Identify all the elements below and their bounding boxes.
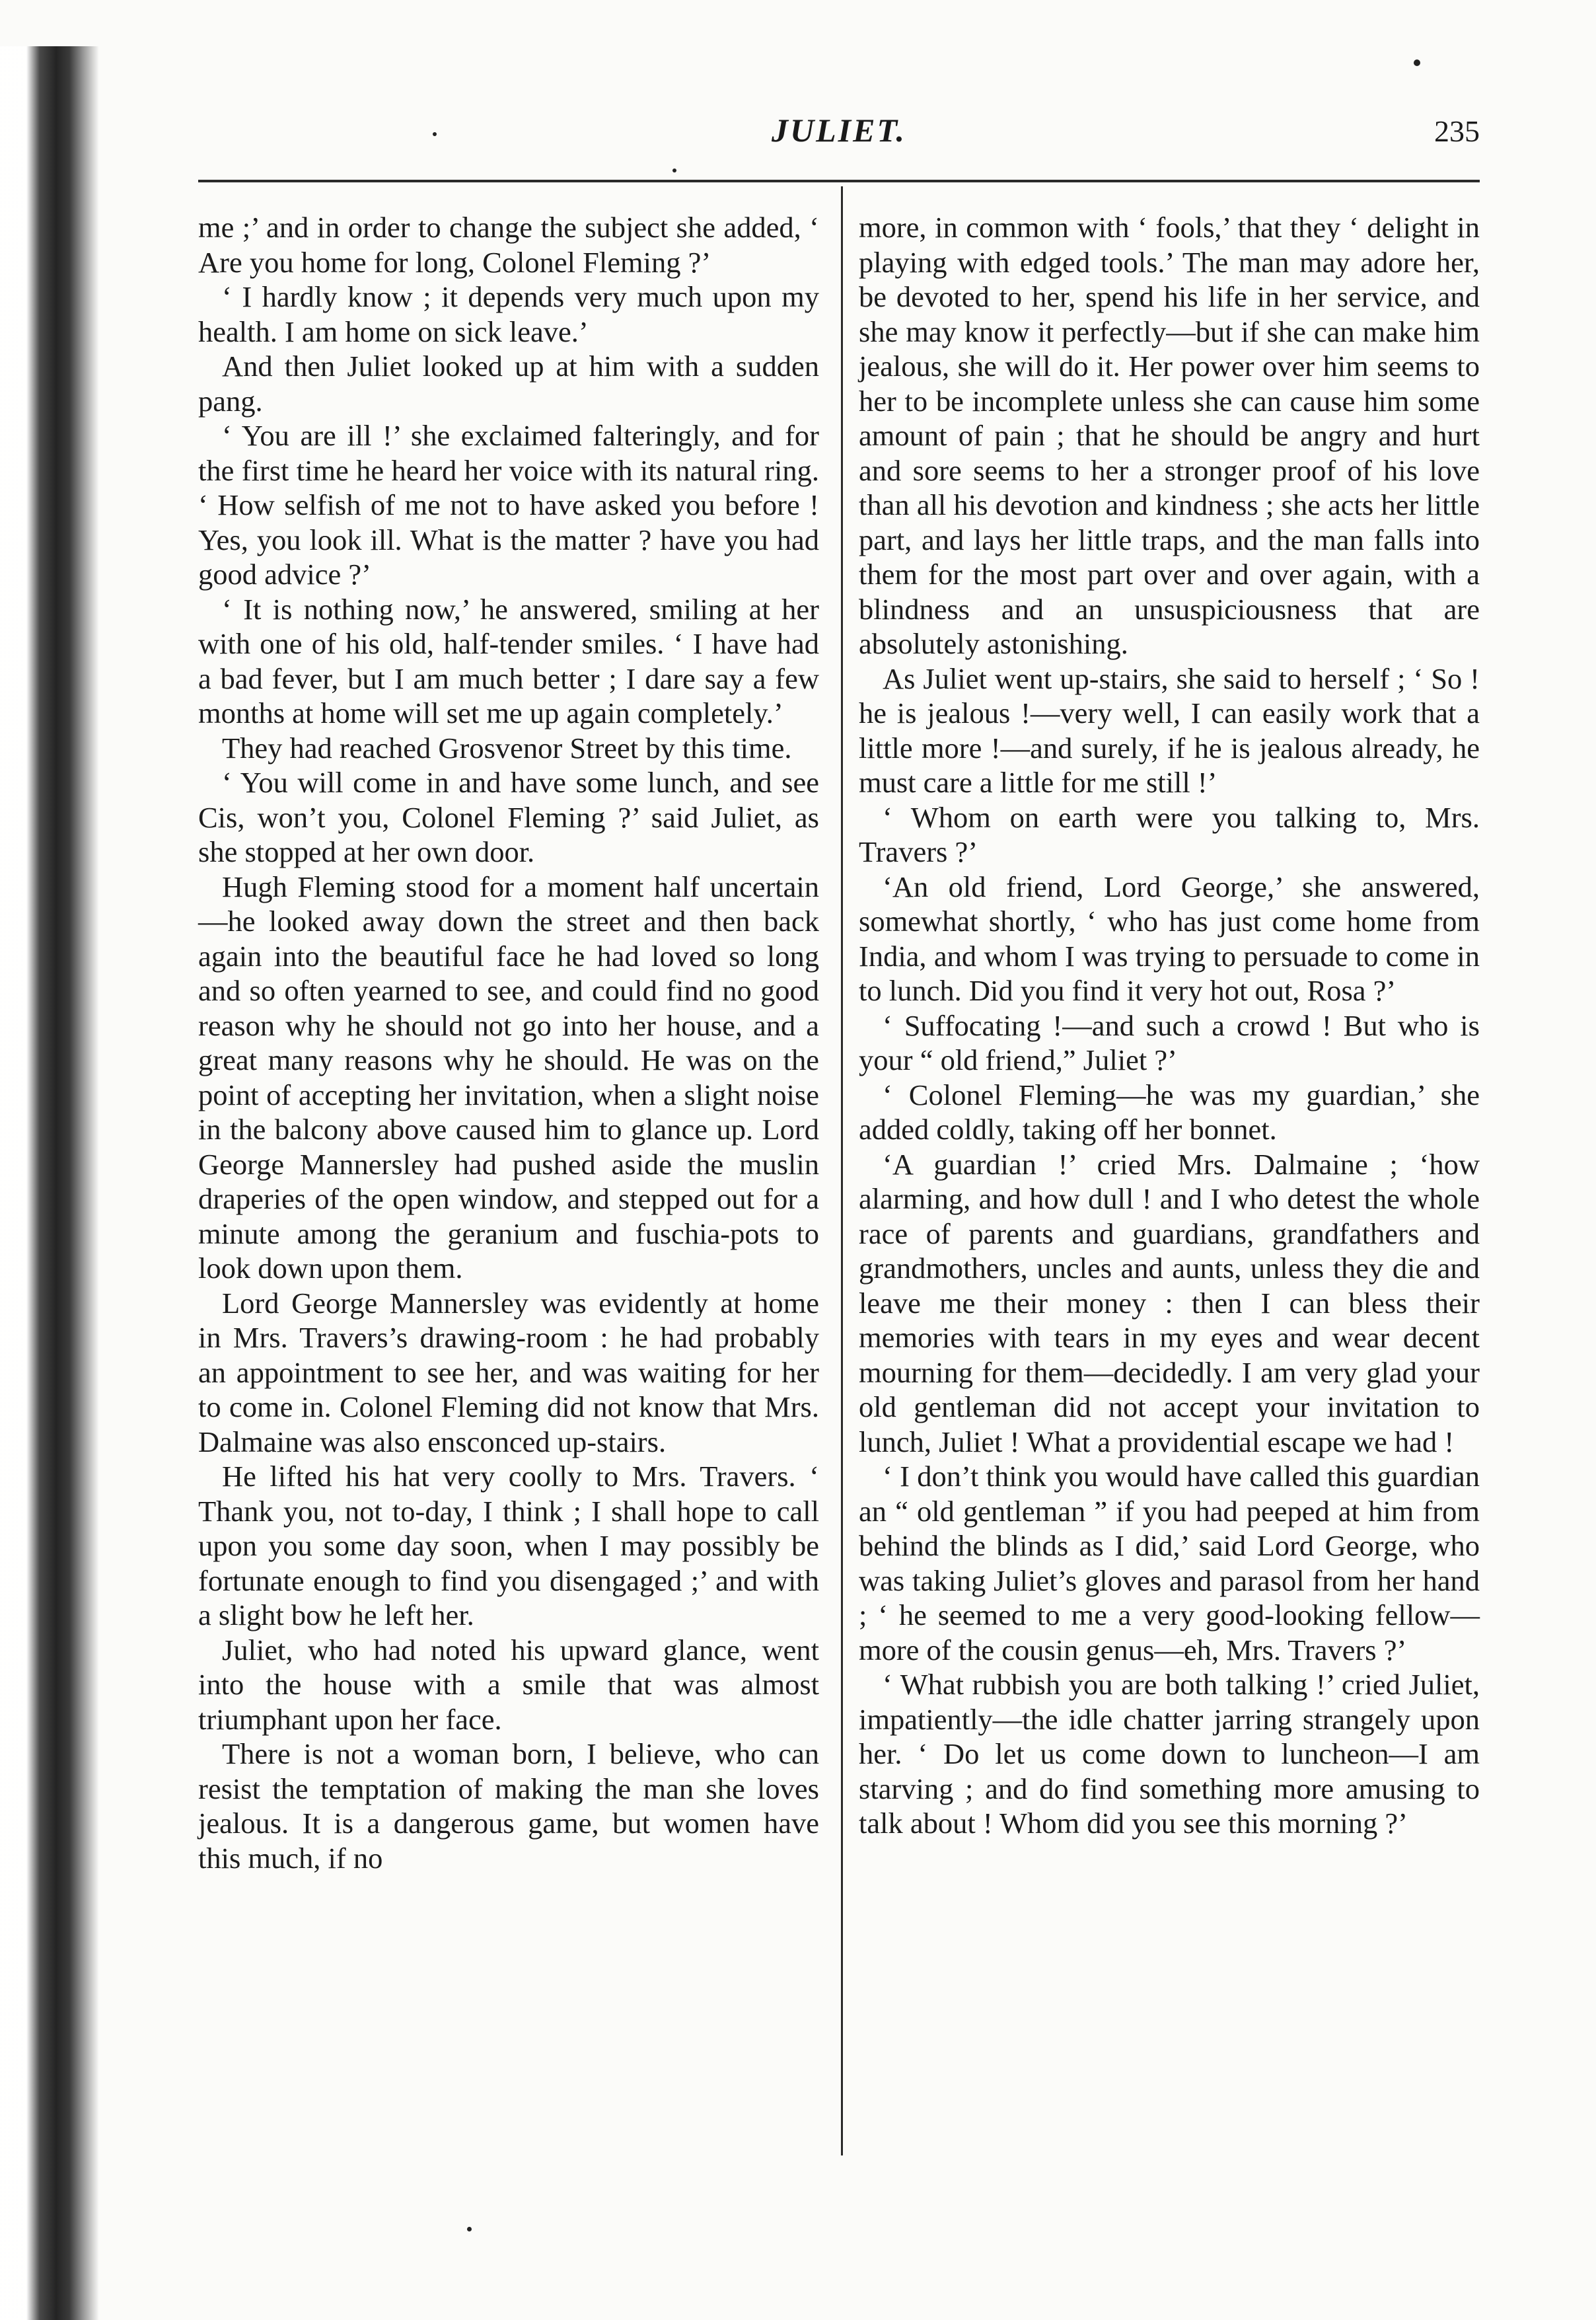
paragraph: He lifted his hat very coolly to Mrs. Travers. ‘ Thank you, not to-day, I think ; I shall hope to call upon you some day soon, when I may possibly be fortunate enough to find you disengaged ;’ and with a slight bow he left her.: [198, 1460, 819, 1631]
paragraph: ‘ I hardly know ; it depends very much upon my health. I am home on sick leave.’: [198, 280, 819, 348]
paragraph: ‘ I don’t think you would have called this guardian an “ old gentleman ” if you had peeped at him from behind the blinds as I did,’ said Lord George, who was taking Juliet’s gloves and parasol from her hand ; ‘ he seemed to me a very good-looking fellow—more of the cousin genus—eh, Mrs. Travers ?’: [859, 1460, 1480, 1666]
paragraph: ‘ Suffocating !—and such a crowd ! But who is your “ old friend,” Juliet ?’: [859, 1008, 1480, 1076]
binding-shadow: [0, 46, 99, 2320]
speck-mark: [467, 2227, 472, 2231]
paragraph: Hugh Fleming stood for a moment half uncertain—he looked away down the street and then back again into the beautiful face he had loved so long and so often yearned to see, and could find no good reason why he should not go into her house, and a great many reasons why he should. He was on the point of accepting her invitation, when a slight noise in the balcony above caused him to glance up. Lord George Mannersley had pushed aside the muslin draperies of the open window, and stepped out for a minute among the geranium and fuschia-pots to look down upon them.: [198, 870, 819, 1285]
paragraph: As Juliet went up-stairs, she said to herself ; ‘ So ! he is jealous !—very well, I can easily work that a little more !—and surely, if he is jealous already, he must care a little for me still !’: [859, 661, 1480, 799]
paragraph: ‘ You will come in and have some lunch, and see Cis, won’t you, Colonel Fleming ?’ said Juliet, as she stopped at her own door.: [198, 766, 819, 868]
paragraph: ‘ Whom on earth were you talking to, Mrs. Travers ?’: [859, 800, 1480, 868]
paragraph: There is not a woman born, I believe, who can resist the temptation of making the man she loves jealous. It is a dangerous game, but women have this much, if no: [198, 1737, 819, 1875]
page-header: [198, 111, 1480, 170]
paragraph: ‘ It is nothing now,’ he answered, smiling at her with one of his old, half-tender smiles. ‘ I have had a bad fever, but I am much better ; I dare say a few months at home will set me up again completely.’: [198, 592, 819, 730]
speck-mark: [1414, 59, 1420, 66]
paragraph: Juliet, who had noted his upward glance, went into the house with a smile that was almost triumphant upon her face.: [198, 1633, 819, 1736]
page-number: 235: [1434, 114, 1480, 148]
paragraph: ‘An old friend, Lord George,’ she answered, somewhat shortly, ‘ who has just come home from India, and whom I was trying to persuade to come in to lunch. Did you find it very hot out, Rosa ?’: [859, 870, 1480, 1007]
left-column: [198, 210, 819, 1875]
paragraph: ‘ Colonel Fleming—he was my guardian,’ she added coldly, taking off her bonnet.: [859, 1078, 1480, 1146]
paragraph: They had reached Grosvenor Street by this time.: [222, 731, 792, 765]
running-title: JULIET.: [772, 112, 906, 149]
paragraph: me ;’ and in order to change the subject she added, ‘ Are you home for long, Colonel Fleming ?’: [198, 211, 819, 279]
paragraph: ‘ You are ill !’ she exclaimed falteringly, and for the first time he heard her voice with its natural ring. ‘ How selfish of me not to have asked you before ! Yes, you look ill. What is the matter ? have you had good advice ?’: [198, 419, 819, 591]
right-column: [859, 210, 1480, 1841]
paragraph: ‘A guardian !’ cried Mrs. Dalmaine ; ‘how alarming, and how dull ! and I who detest the whole race of parents and guardians, grandfathers and grandmothers, uncles and aunts, unless they die and leave me their money : then I can bless their memories with tears in my eyes and wear decent mourning for them—decidedly. I am very glad your old gentleman did not accept your invitation to lunch, Juliet ! What a providential escape we had !: [859, 1147, 1480, 1458]
column-divider: [841, 186, 843, 2155]
header-rule: [198, 180, 1480, 182]
paragraph: Lord George Mannersley was evidently at home in Mrs. Travers’s drawing-room : he had probably an appointment to see her, and was waiting for her to come in. Colonel Fleming did not know that Mrs. Dalmaine was also ensconced up-stairs.: [198, 1286, 819, 1458]
paragraph: ‘ What rubbish you are both talking !’ cried Juliet, impatiently—the idle chatter jarring strangely upon her. ‘ Do let us come down to luncheon—I am starving ; and do find something more amusing to talk about ! Whom did you see this morning ?’: [859, 1668, 1480, 1840]
paragraph: And then Juliet looked up at him with a sudden pang.: [198, 350, 819, 418]
paragraph: more, in common with ‘ fools,’ that they ‘ delight in playing with edged tools.’ The man may adore her, be devoted to her, spend his life in her service, and she may know it perfectly—but if she can make him jealous, she will do it. Her power over him seems to her to be incomplete unless she can cause him some amount of pain ; that he should be angry and hurt and sore seems to her a stronger proof of his love than all his devotion and kindness ; she acts her little part, and lays her little traps, and the man falls into them for the most part over and over again, with a blindness and an unsuspiciousness that are absolutely astonishing.: [859, 211, 1480, 660]
